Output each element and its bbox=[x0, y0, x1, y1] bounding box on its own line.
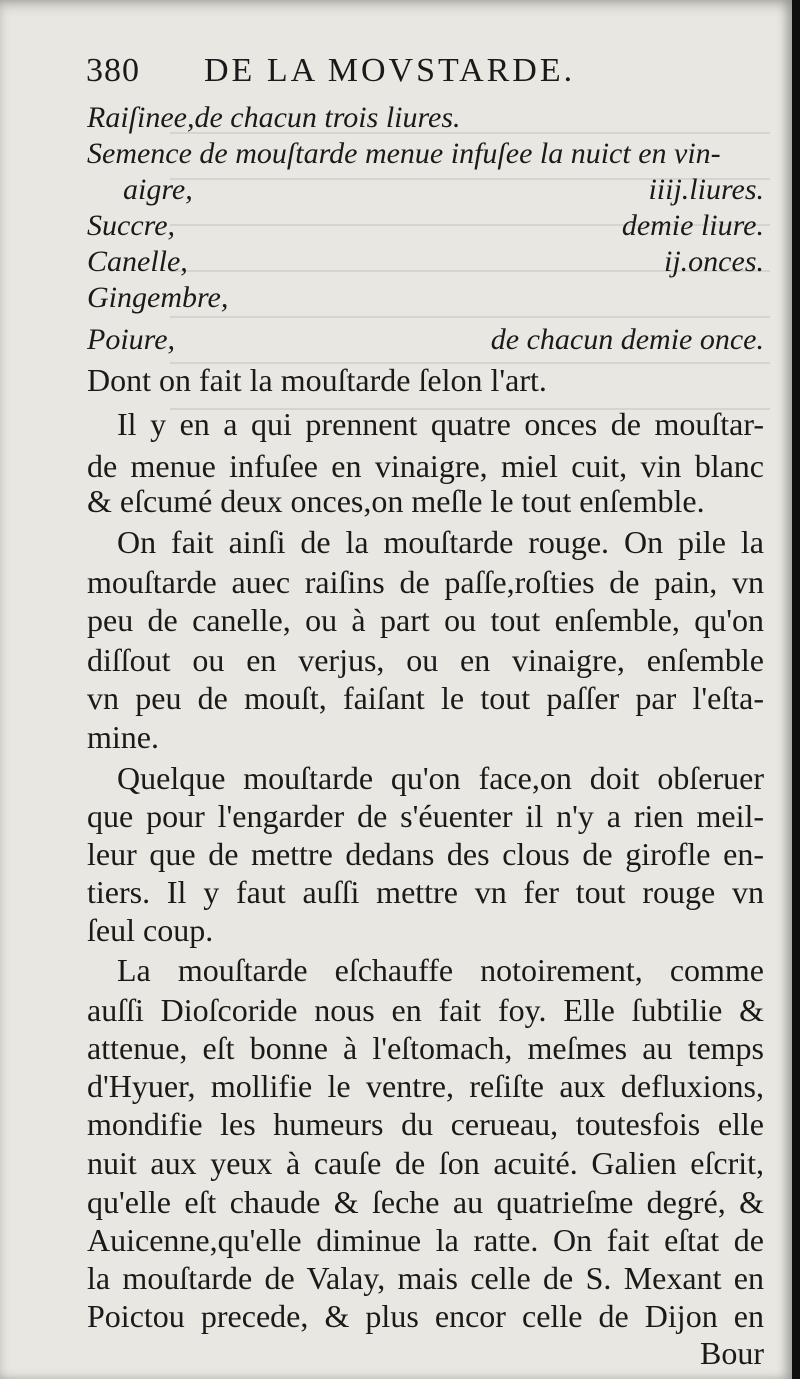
text-line: nuit aux yeux à cauſe de ſon acuité. Galien eſcrit, bbox=[87, 1145, 764, 1181]
ingredient-quantity: demie liure. bbox=[621, 209, 764, 242]
catchword: Bour bbox=[700, 1335, 764, 1371]
text-line: leur que de mettre dedans des clous de girofle en- bbox=[87, 836, 764, 872]
text-line: mondifie les humeurs du cerueau, toutesfois elle bbox=[87, 1106, 764, 1142]
text-line: La mouſtarde eſchauffe notoirement, comme bbox=[117, 952, 764, 988]
text-line: peu de canelle, ou à part ou tout enſemble, qu'on bbox=[87, 602, 764, 638]
ingredient-name: aigre, bbox=[123, 173, 193, 206]
recipe-line bbox=[87, 134, 764, 174]
text-line: Il y en a qui prennent quatre onces de mouſtar- bbox=[117, 406, 764, 442]
text-line: attenue, eſt bonne à l'eſtomach, meſmes au temps bbox=[87, 1030, 764, 1066]
recipe-text: Semence de mouſtarde menue infuſee la nuict en vin- bbox=[87, 137, 721, 170]
ingredient-quantity: iiij.liures. bbox=[648, 173, 764, 206]
text-line: Dont on fait la mouſtarde ſelon l'art. bbox=[87, 362, 547, 398]
text-line: mine. bbox=[87, 719, 159, 755]
text-line: Auicenne,qu'elle diminue la ratte. On fait eſtat de bbox=[87, 1222, 764, 1258]
text-line: de menue infuſee en vinaigre, miel cuit, vin blanc bbox=[87, 448, 764, 484]
page-number: 380 bbox=[86, 52, 140, 89]
recipe-text: Raiſinee,de chacun trois liures. bbox=[87, 101, 461, 134]
recipe-line bbox=[87, 320, 764, 360]
ingredient-quantity: de chacun demie once. bbox=[490, 323, 764, 356]
text-line: ſeul coup. bbox=[87, 912, 214, 948]
text-line: & eſcumé deux onces,on meſle le tout enſemble. bbox=[87, 483, 705, 519]
text-line: diſſout ou en verjus, ou en vinaigre, enſemble bbox=[87, 642, 764, 678]
text-line: auſſi Dioſcoride nous en fait foy. Elle ſubtilie & bbox=[87, 992, 764, 1028]
text-line: d'Hyuer, mollifie le ventre, reſiſte aux defluxions, bbox=[87, 1068, 764, 1104]
running-head: DE LA MOVSTARDE. bbox=[204, 52, 576, 89]
text-line: que pour l'engarder de s'éuenter il n'y a rien meil- bbox=[87, 798, 764, 834]
page-edge-shadow bbox=[792, 0, 800, 1379]
recipe-line bbox=[87, 242, 764, 282]
ingredient-name: Succre, bbox=[87, 209, 176, 242]
ingredient-name: Gingembre, bbox=[87, 281, 229, 314]
recipe-line bbox=[87, 170, 764, 210]
ingredient-name: Poiure, bbox=[87, 323, 176, 356]
ingredient-quantity: ij.onces. bbox=[664, 245, 764, 278]
recipe-line bbox=[87, 98, 764, 138]
text-line: tiers. Il y faut auſſi mettre vn fer tout rouge vn bbox=[87, 874, 764, 910]
recipe-line bbox=[87, 206, 764, 246]
text-line: vn peu de mouſt, faiſant le tout paſſer par l'eſta- bbox=[87, 680, 764, 716]
text-line: On fait ainſi de la mouſtarde rouge. On pile la bbox=[117, 524, 764, 560]
ingredient-name: Canelle, bbox=[87, 245, 188, 278]
text-line: mouſtarde auec raiſins de paſſe,roſties de pain, vn bbox=[87, 564, 764, 600]
page-header bbox=[86, 46, 686, 96]
text-line: qu'elle eſt chaude & ſeche au quatrieſme degré, & bbox=[87, 1184, 764, 1220]
text-line: Quelque mouſtarde qu'on face,on doit obſeruer bbox=[117, 760, 764, 796]
recipe-line bbox=[87, 278, 764, 318]
text-line: Poictou precede, & plus encor celle de Dijon en bbox=[87, 1298, 764, 1334]
text-line: la mouſtarde de Valay, mais celle de S. Mexant en bbox=[87, 1260, 764, 1296]
